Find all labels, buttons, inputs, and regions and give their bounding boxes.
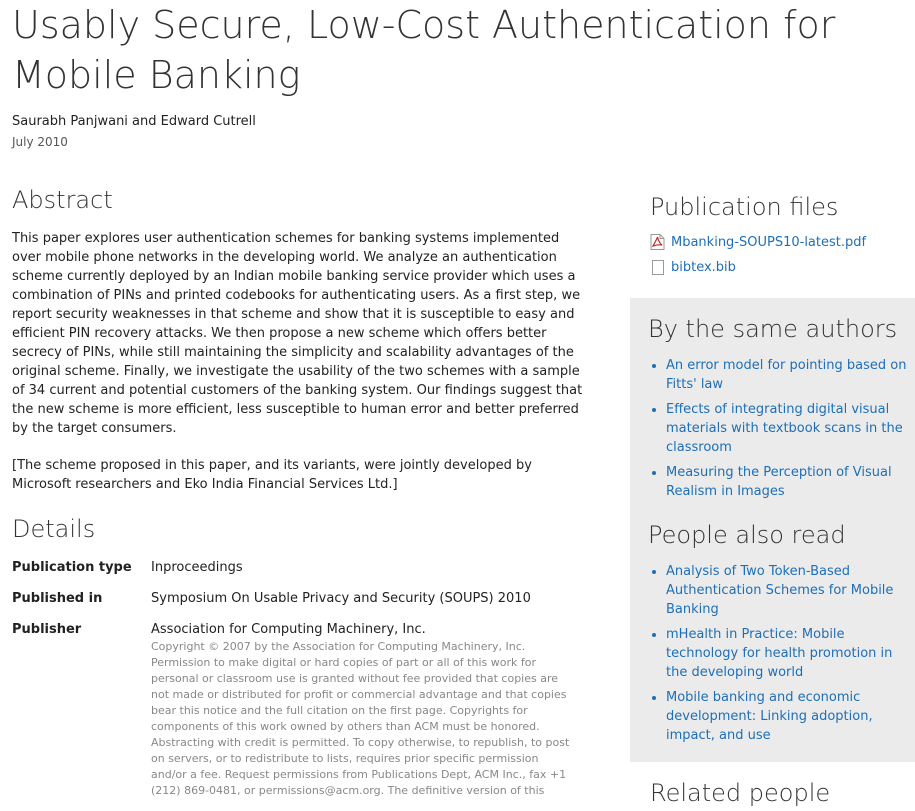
also-read-section — [648, 518, 910, 751]
details-key: Published in — [12, 591, 103, 606]
details-value-publisher — [151, 620, 576, 811]
details-row-publisher — [12, 620, 576, 811]
list-item — [666, 400, 910, 457]
same-authors-link[interactable]: Measuring the Perception of Visual Realism in Images — [666, 465, 892, 499]
also-read-link[interactable]: mHealth in Practice: Mobile technology for health promotion in the developing world — [666, 627, 893, 680]
list-item — [666, 562, 910, 619]
same-authors-heading: By the same authors — [648, 315, 898, 343]
pdf-icon — [650, 234, 665, 250]
related-people-heading: Related people — [650, 779, 831, 807]
details-value: Inproceedings — [151, 560, 243, 575]
publication-files — [650, 190, 910, 275]
list-item — [666, 356, 910, 394]
also-read-link[interactable]: Analysis of Two Token-Based Authentication Schemes for Mobile Banking — [666, 564, 894, 617]
copyright-notice: Copyright © 2007 by the Association for Computing Machinery, Inc. Permission to make digital or hard copies of part or all of this work for personal or classroom use is granted without fee provided that copies are not made or distributed for profit or commercial advantage and that copies bear this notice and the full citation on the first page. Copyrights for components of this work owned by others than ACM must be honored. Abstracting with credit is permitted. To copy otherwise, to republish, to post on servers, or to redistribute to lists, requires prior specific permission and/or a fee. Request permissions from Publications Dept, ACM Inc., fax +1 (212) 869-0481, or permissions@acm.org. The definitive version of this — [151, 640, 570, 797]
details-value: Symposium On Usable Privacy and Security (SOUPS) 2010 — [151, 591, 531, 606]
file-item-bib — [650, 260, 910, 275]
abstract-text: This paper explores user authentication schemes for banking systems implemented over mobile phone networks in the developing world. We analyze an authentication scheme currently deployed by an Indian mobile banking service provider which uses a combination of PINs and printed codebooks for authenticating users. As a first step, we report security weaknesses in that scheme and show that it is susceptible to easy and efficient PIN recovery attacks. We then propose a new scheme which offers better secrecy of PINs, while still maintaining the simplicity and scalability advantages of the original scheme. Finally, we investigate the usability of the two schemes with a sample of 34 current and potential customers of the banking system. Our findings suggest that the new scheme is more efficient, less susceptible to human error and better preferred by the target consumers. — [12, 231, 583, 436]
list-item — [666, 463, 910, 501]
same-authors-link[interactable]: Effects of integrating digital visual materials with textbook scans in the classroom — [666, 402, 903, 455]
also-read-heading: People also read — [648, 521, 846, 549]
page-title: Usably Secure, Low-Cost Authentication for Mobile Banking — [12, 3, 836, 97]
same-authors-list — [648, 356, 910, 501]
details-table — [12, 558, 576, 811]
authors: Saurabh Panjwani and Edward Cutrell — [12, 114, 256, 129]
same-authors-section — [648, 312, 910, 507]
list-item — [666, 688, 910, 745]
details-key: Publisher — [12, 622, 82, 637]
files-heading: Publication files — [650, 193, 839, 221]
also-read-list — [648, 562, 910, 745]
list-item — [666, 625, 910, 682]
publication-date: July 2010 — [12, 135, 68, 149]
main-content — [12, 183, 584, 811]
details-value: Association for Computing Machinery, Inc. — [151, 622, 426, 637]
abstract-note: [The scheme proposed in this paper, and its variants, were jointly developed by Microsoft researchers and Eko India Financial Services Ltd.] — [12, 458, 532, 492]
file-item-pdf — [650, 234, 910, 250]
abstract-heading: Abstract — [12, 186, 113, 214]
document-icon — [652, 260, 664, 275]
details-row-type — [12, 558, 576, 589]
details-heading: Details — [12, 515, 96, 543]
sidebar — [630, 298, 915, 762]
details-key: Publication type — [12, 560, 132, 575]
file-link-bib[interactable]: bibtex.bib — [671, 260, 736, 275]
file-link-pdf[interactable]: Mbanking-SOUPS10-latest.pdf — [671, 234, 867, 250]
also-read-link[interactable]: Mobile banking and economic development: Linking adoption, impact, and use — [666, 690, 873, 743]
details-row-published-in — [12, 589, 576, 620]
same-authors-link[interactable]: An error model for pointing based on Fitts' law — [666, 358, 907, 392]
